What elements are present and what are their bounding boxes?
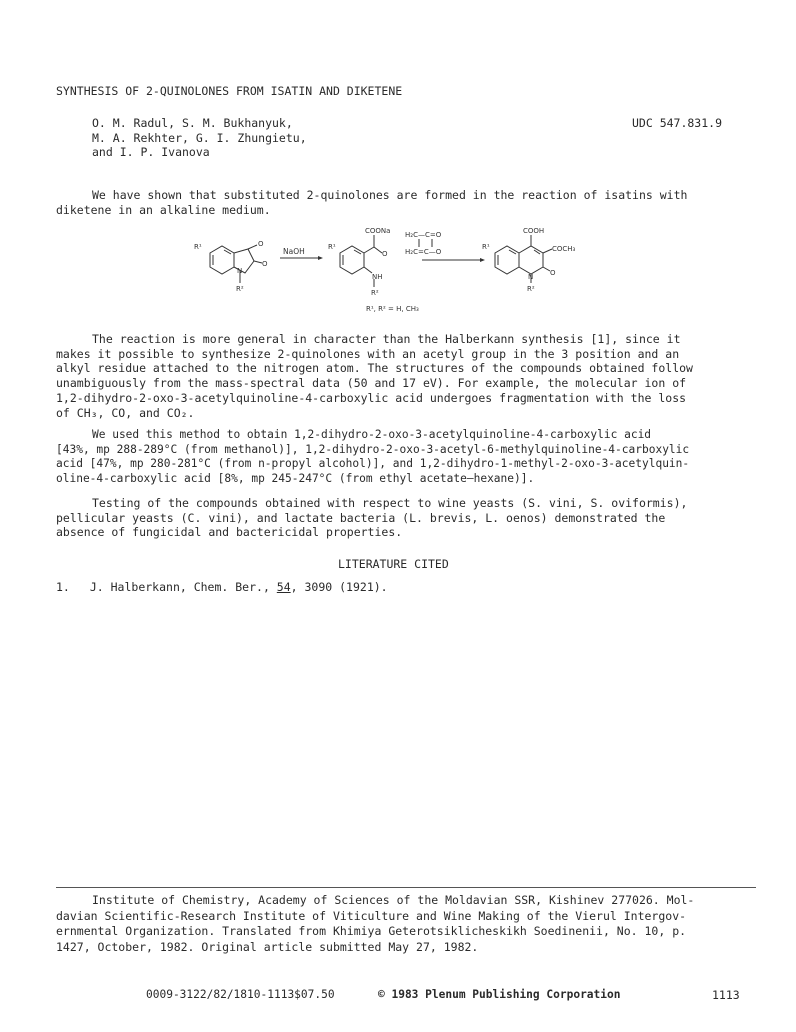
reagent-label: NaOH bbox=[283, 247, 305, 256]
reaction-scheme bbox=[190, 223, 590, 318]
isatin-o-top: O bbox=[258, 240, 264, 248]
footnote-line: Institute of Chemistry, Academy of Sciences of the Moldavian SSR, Kishinev 277026. Mol- bbox=[92, 893, 695, 907]
text-line: acid [47%, mp 280-281°C (from n-propyl alcohol)], and 1,2-dihydro-1-methyl-2-oxo-3-acetylquin- bbox=[56, 457, 690, 471]
text-line: We used this method to obtain 1,2-dihydro-2-oxo-3-acetylquinoline-4-carboxylic acid bbox=[92, 428, 652, 441]
footnote-line: davian Scientific-Research Institute of Viticulture and Wine Making of the Vierul Intergov- bbox=[56, 908, 687, 923]
reference-details: , 3090 (1921). bbox=[290, 580, 388, 594]
scheme-condition: R¹, R² = H, CH₃ bbox=[366, 305, 419, 313]
text-line: pellicular yeasts (C. vini), and lactate bacteria (L. brevis, L. oenos) demonstrated the bbox=[56, 510, 666, 525]
quinolone-coch3: COCH₃ bbox=[552, 245, 576, 253]
footnote-line: 1427, October, 1982. Original article submitted May 27, 1982. bbox=[56, 939, 479, 954]
results-paragraph bbox=[56, 428, 756, 487]
copyright-line: © 1983 Plenum Publishing Corporation bbox=[378, 988, 621, 1001]
quinolone-n: N bbox=[528, 273, 534, 281]
text-line: Testing of the compounds obtained with respect to wine yeasts (S. vini, S. oviformis), bbox=[92, 496, 688, 510]
isatin-structure bbox=[210, 245, 262, 283]
issn-code: 0009-3122/82/1810-1113$07.50 bbox=[146, 988, 335, 1001]
testing-paragraph bbox=[56, 496, 756, 540]
quinolone-structure bbox=[495, 235, 552, 283]
intermediate-o: O bbox=[382, 250, 388, 258]
author-block bbox=[92, 116, 492, 160]
quinolone-o: O bbox=[550, 269, 556, 277]
author-line: M. A. Rekhter, G. I. Zhungietu, bbox=[92, 130, 307, 145]
text-line: oline-4-carboxylic acid [8%, mp 245-247°C (from ethyl acetate—hexane)]. bbox=[56, 472, 535, 486]
footnote-line: ernmental Organization. Translated from Khimiya Geterotsiklicheskikh Soedinenii, No. 10, p. bbox=[56, 924, 687, 939]
quinolone-r1: R¹ bbox=[482, 243, 490, 251]
diketene-top: H₂C—C=O bbox=[405, 231, 442, 239]
footnote-divider bbox=[56, 887, 756, 888]
text-line: of CH₃, CO, and CO₂. bbox=[56, 405, 195, 420]
isatin-r2: R² bbox=[236, 285, 244, 293]
reaction-arrow-1-head bbox=[318, 256, 323, 260]
reference-item bbox=[56, 580, 388, 594]
text-line: unambiguously from the mass-spectral data (50 and 17 eV). For example, the molecular ion of bbox=[56, 376, 687, 391]
udc-code: UDC 547.831.9 bbox=[632, 116, 723, 130]
text-line: alkyl residue attached to the nitrogen atom. The structures of the compounds obtained follow bbox=[56, 361, 693, 376]
intermediate-r1: R¹ bbox=[328, 243, 336, 251]
quinolone-cooh: COOH bbox=[523, 227, 545, 235]
footnote-block bbox=[56, 893, 694, 955]
reaction-arrow-2-head bbox=[480, 258, 485, 262]
discussion-paragraph bbox=[56, 332, 756, 420]
text-line: diketene in an alkaline medium. bbox=[56, 202, 271, 217]
isatin-o-right: O bbox=[262, 260, 268, 268]
reference-authors: J. Halberkann, Chem. Ber., bbox=[89, 580, 277, 594]
intermediate-coona: COONa bbox=[365, 227, 391, 235]
author-line: and I. P. Ivanova bbox=[92, 145, 210, 160]
quinolone-r2: R² bbox=[527, 285, 535, 293]
literature-heading: LITERATURE CITED bbox=[338, 557, 449, 571]
isatin-n: N bbox=[237, 267, 243, 275]
diketene-bottom: H₂C=C—O bbox=[405, 248, 442, 256]
author-line: O. M. Radul, S. M. Bukhanyuk, bbox=[92, 116, 293, 130]
text-line: [43%, mp 288-289°C (from methanol)], 1,2-dihydro-2-oxo-3-acetyl-6-methylquinoline-4-carboxylic bbox=[56, 442, 690, 456]
text-line: makes it possible to synthesize 2-quinolones with an acetyl group in the 3 position and an bbox=[56, 346, 680, 361]
intro-paragraph bbox=[56, 188, 756, 217]
text-line: absence of fungicidal and bactericidal properties. bbox=[56, 525, 403, 540]
isatin-r1: R¹ bbox=[194, 243, 202, 251]
reference-volume: 54 bbox=[276, 580, 291, 594]
intermediate-r2: R² bbox=[371, 289, 379, 297]
text-line: We have shown that substituted 2-quinolones are formed in the reaction of isatins with bbox=[92, 188, 688, 202]
intermediate-nh: NH bbox=[372, 273, 383, 281]
text-line: The reaction is more general in character than the Halberkann synthesis [1], since it bbox=[92, 332, 681, 346]
text-line: 1,2-dihydro-2-oxo-3-acetylquinoline-4-carboxylic acid undergoes fragmentation with the loss bbox=[56, 390, 687, 405]
page-number: 1113 bbox=[712, 988, 740, 1002]
paper-title: SYNTHESIS OF 2-QUINOLONES FROM ISATIN AND DIKETENE bbox=[56, 84, 403, 98]
reference-number: 1. bbox=[56, 580, 70, 594]
